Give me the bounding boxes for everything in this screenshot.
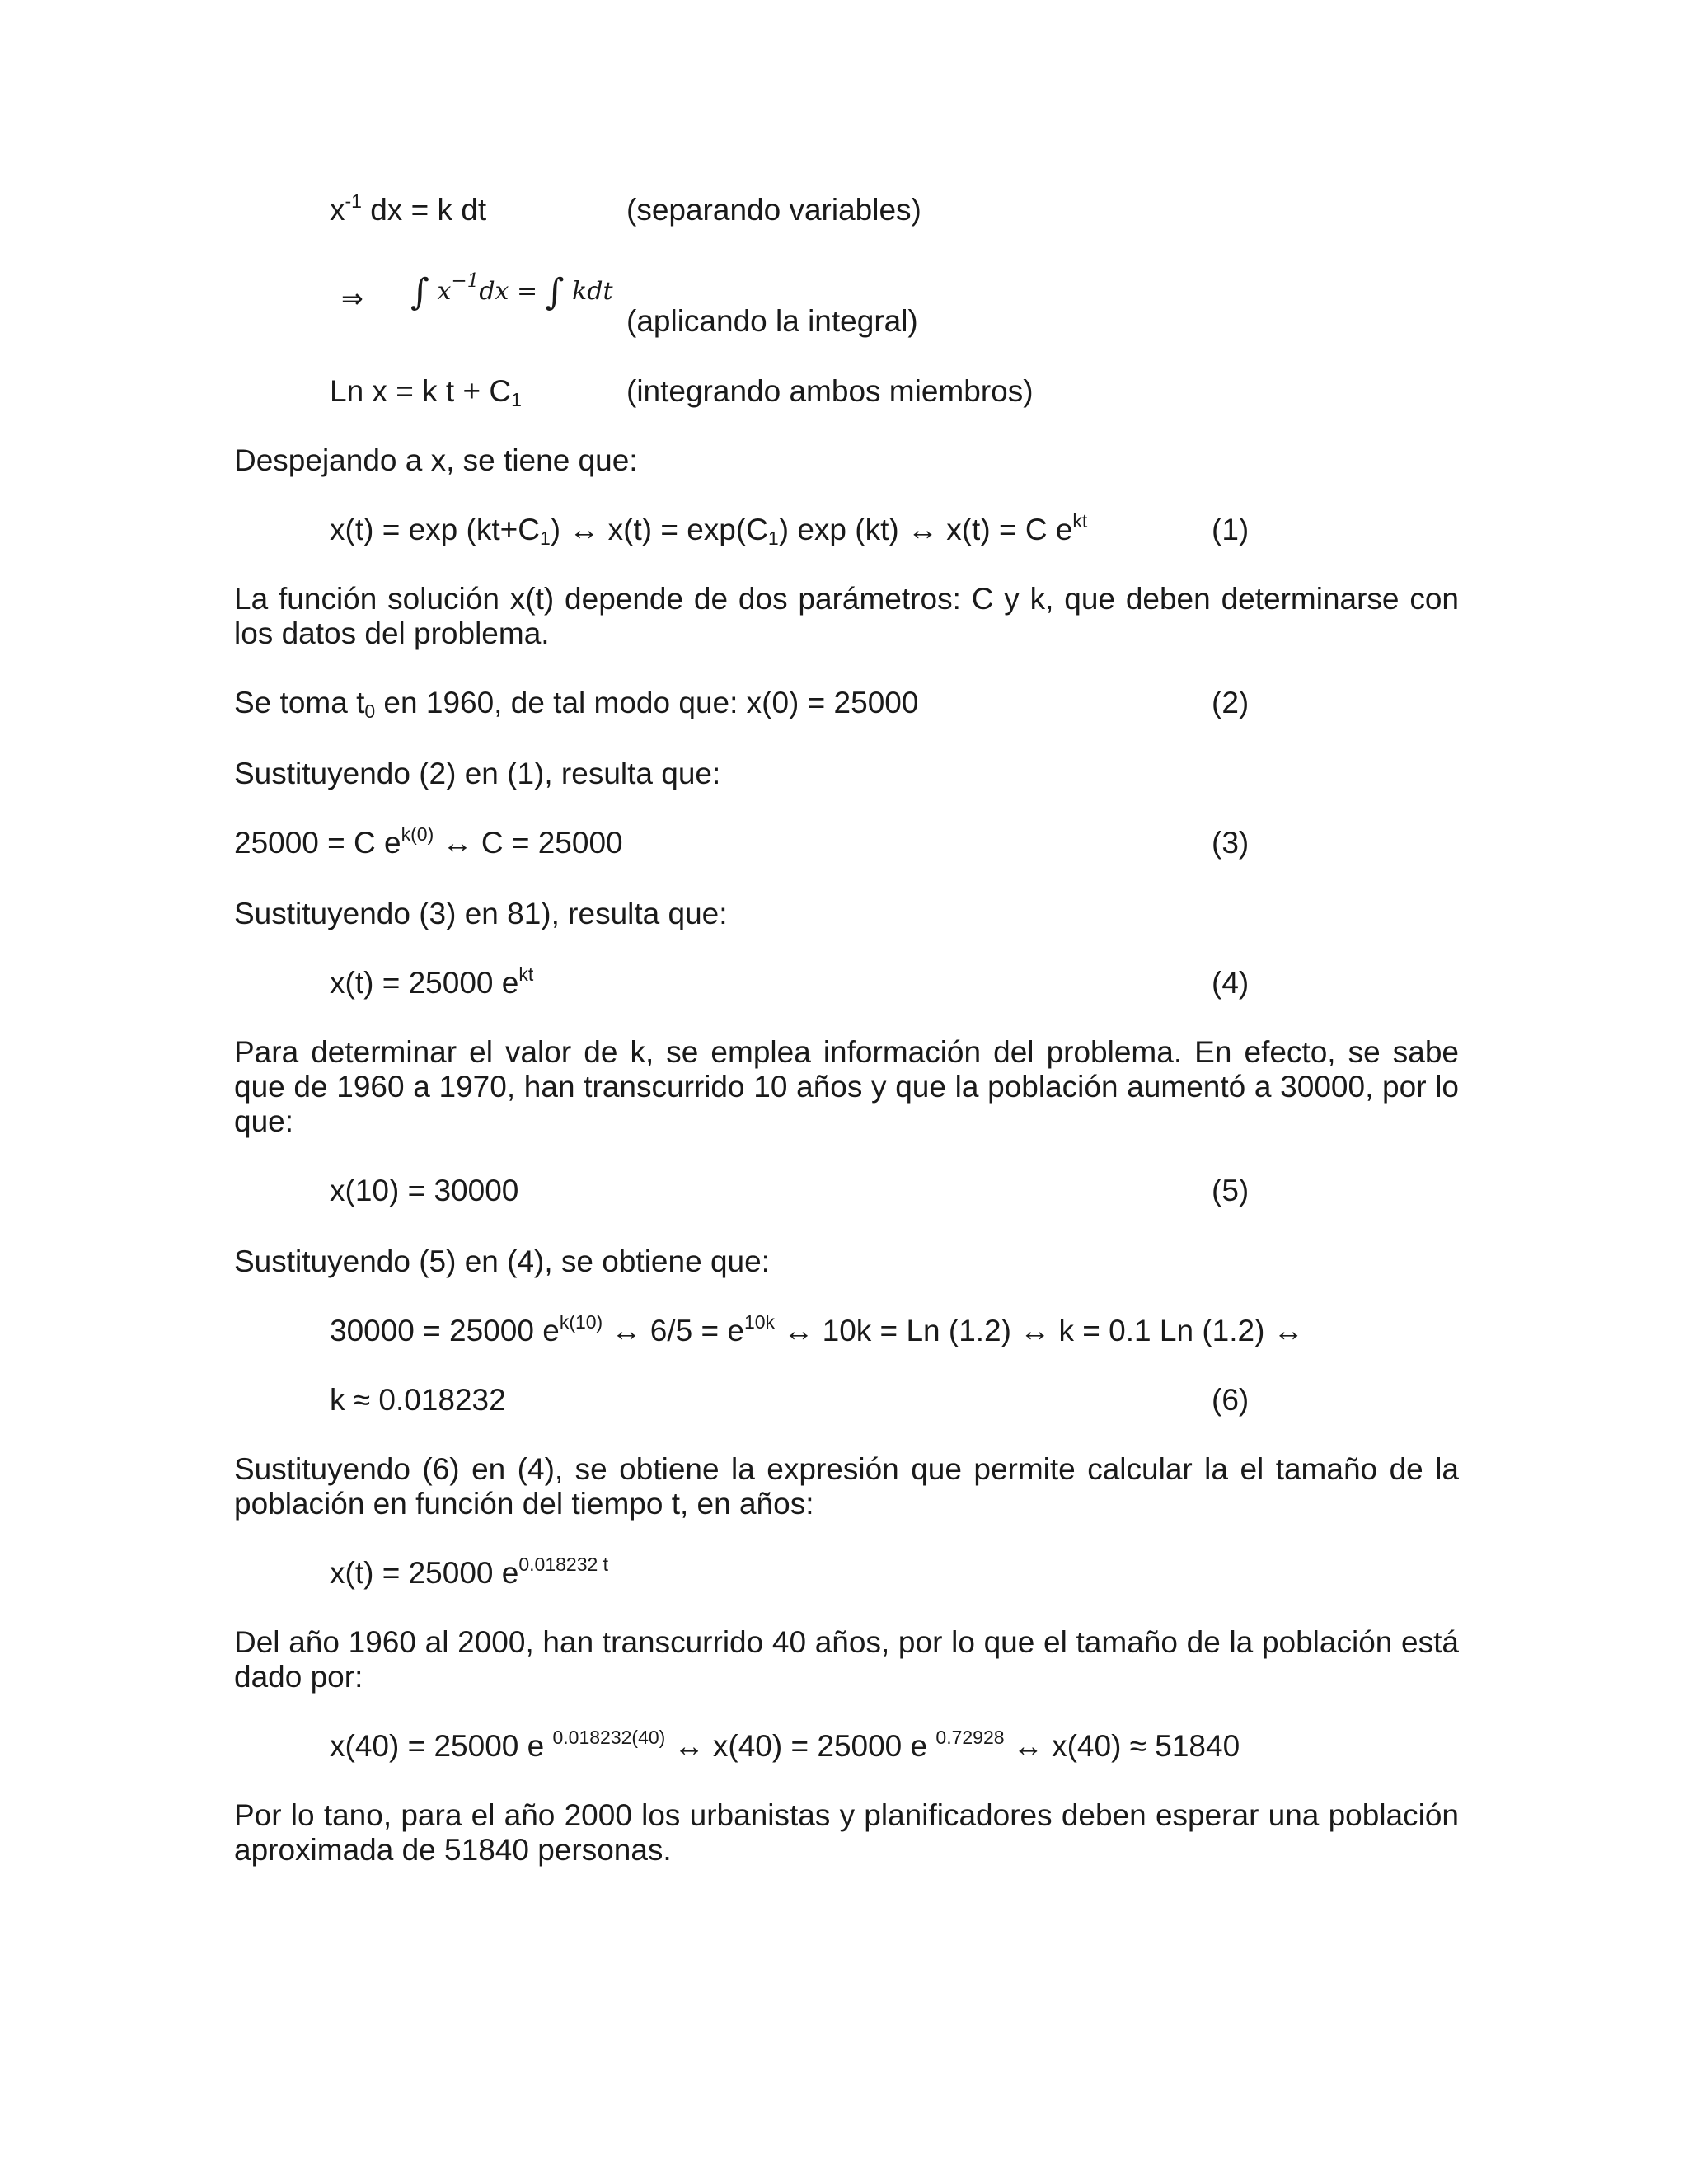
paragraph-conclusion: Por lo tano, para el año 2000 los urbanistas y planificadores deben esperar una población aproximada de 51840 personas. (234, 1798, 1459, 1867)
equation-3: 25000 = C $e^{k(0)}$ ↔ C = 25000 (234, 823, 623, 860)
integral-equation: ∫ $x^{-1}dx$ = ∫ kdt (410, 270, 613, 313)
equation-4: x(t) = 25000 $e^{kt}$ (330, 963, 534, 1000)
paragraph-funcion-solucion: La función solución x(t) depende de dos parámetros: C y k, que deben determinarse con los datos del problema. (234, 582, 1459, 650)
equation-6-derivation: 30000 = 25000 $e^{k(10)}$ ↔ $6/5 = e^{10k}$ ↔ 10k = Ln (1.2) ↔ k = 0.1 Ln (1.2) ↔ (330, 1311, 1304, 1347)
equation-1: $x(t) = \exp (kt+C_1)$ ↔ $x(t) = \exp(C_1)$ exp (kt) ↔ x(t) = C $e^{kt}$ (330, 510, 1088, 549)
equation-separation: $x^{-1}$ dx = k dt (330, 190, 487, 227)
paragraph-sustituyendo-2: Sustituyendo (2) en (1), resulta que: (234, 757, 721, 790)
equation-x40: x(40) = 25000 e $^{0.018232(40)}$ ↔ x(40) = 25000 e $^{0.72928}$ ↔ x(40) ≈ 51840 (330, 1727, 1240, 1763)
equation-5: x(10) = 30000 (330, 1174, 519, 1207)
note-applying-integral: (aplicando la integral) (626, 304, 918, 338)
equation-number-4: (4) (1212, 966, 1250, 1000)
paragraph-sustituyendo-3: Sustituyendo (3) en 81), resulta que: (234, 897, 728, 930)
equation-ln: Ln x = k $t + C_1$ (330, 374, 522, 410)
paragraph-sustituyendo-6: Sustituyendo (6) en (4), se obtiene la expresión que permite calcular la el tamaño de la población en función del tiempo t, en años: (234, 1452, 1459, 1521)
equation-population: x(t) = 25000 $e^{0.018232 t}$ (330, 1554, 609, 1590)
paragraph-sustituyendo-5: Sustituyendo (5) en (4), se obtiene que: (234, 1244, 770, 1278)
equation-number-6: (6) (1212, 1383, 1250, 1417)
equation-number-1: (1) (1212, 513, 1250, 546)
paragraph-despejando: Despejando a x, se tiene que: (234, 443, 638, 477)
note-integrating-both: (integrando ambos miembros) (626, 374, 1034, 408)
equation-6: k ≈ 0.018232 (330, 1383, 506, 1417)
paragraph-1960-2000: Del año 1960 al 2000, han transcurrido 40 años, por lo que el tamaño de la población está dado por: (234, 1625, 1459, 1694)
equation-number-5: (5) (1212, 1174, 1250, 1207)
paragraph-se-toma: Se toma $t_0$ en 1960, de tal modo que: x(0) = 25000 (234, 686, 919, 722)
paragraph-determinar-k: Para determinar el valor de k, se emplea información del problema. En efecto, se sabe que de 1960 a 1970, han transcurrido 10 años y que la población aumentó a 30000, por lo que: (234, 1035, 1459, 1138)
note-separating-variables: (separando variables) (626, 193, 921, 227)
equation-number-3: (3) (1212, 826, 1250, 860)
implies-arrow: ⇒ (341, 283, 363, 314)
equation-number-2: (2) (1212, 686, 1250, 719)
